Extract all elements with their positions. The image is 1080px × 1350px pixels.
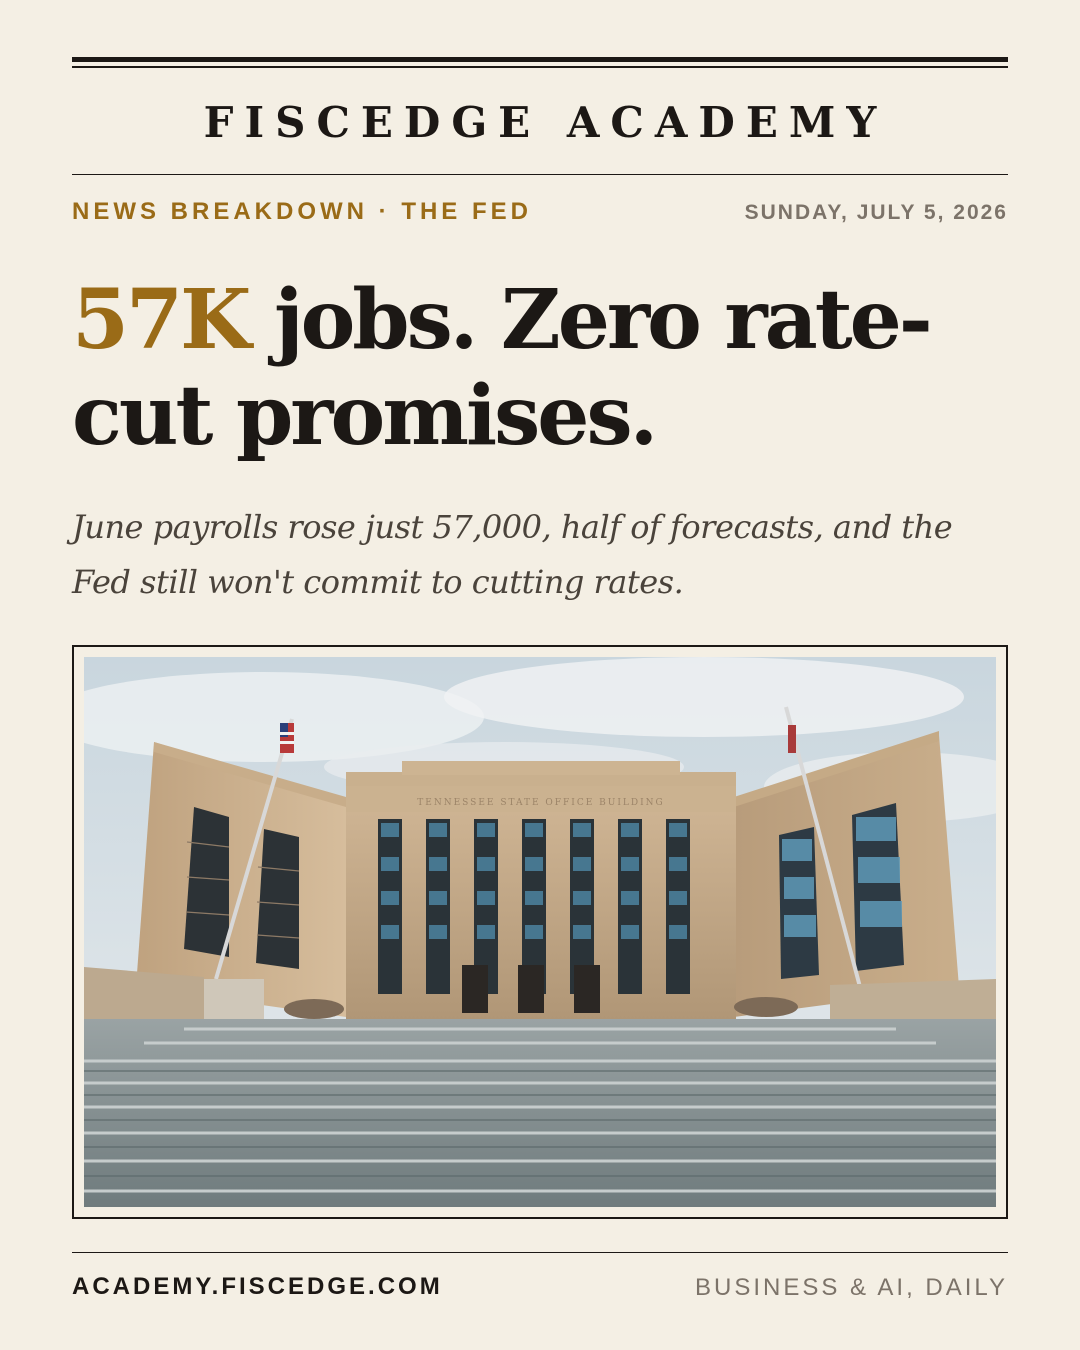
footer-divider xyxy=(72,1252,1008,1253)
footer-tagline: BUSINESS & AI, DAILY xyxy=(695,1274,1008,1301)
publish-date: SUNDAY, JULY 5, 2026 xyxy=(744,201,1008,224)
headline-accent: 57K xyxy=(72,272,249,368)
building-photo xyxy=(84,657,996,1207)
top-rule-thin xyxy=(72,66,1008,68)
dek-subheadline: June payrolls rose just 57,000, half of forecasts, and the Fed still won't commit to cutting rates. xyxy=(72,508,953,601)
photo-frame xyxy=(72,645,1008,1219)
masthead-title: FISCEDGE ACADEMY xyxy=(203,98,888,147)
section-kicker: NEWS BREAKDOWN · THE FED xyxy=(72,198,532,225)
footer-site-link[interactable]: ACADEMY.FISCEDGE.COM xyxy=(72,1273,443,1300)
masthead-divider xyxy=(72,174,1008,175)
headline xyxy=(72,272,1012,464)
headline-line1: jobs. Zero rate- xyxy=(248,272,930,368)
top-rule-thick xyxy=(72,57,1008,62)
headline-line2: cut promises. xyxy=(72,368,656,464)
frieze-text: TENNESSEE STATE OFFICE BUILDING xyxy=(417,798,665,808)
